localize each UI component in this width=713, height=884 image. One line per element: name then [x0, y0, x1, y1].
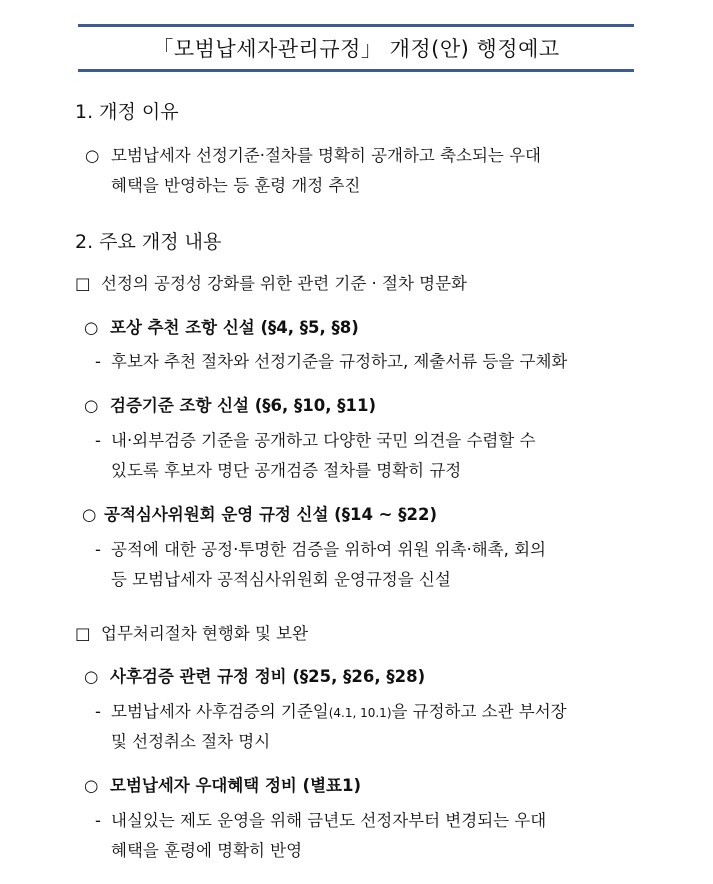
- detail-line: 후보자 추천 절차와 선정기준을 규정하고, 제출서류 등을 구체화: [111, 352, 568, 371]
- detail-line-continued: 등 모범납세자 공적심사위원회 운영규정을 신설: [111, 570, 451, 589]
- document-title: 「모범납세자관리규정」 개정(안) 행정예고: [152, 37, 560, 61]
- document-title-box: [78, 24, 634, 72]
- group-fairness-label: 선정의 공정성 강화를 위한 관련 기준 · 절차 명문화: [101, 274, 467, 293]
- detail-preferential-benefits: [95, 807, 546, 831]
- circle-bullet-icon: ○: [84, 318, 99, 337]
- dash-marker: -: [95, 540, 101, 559]
- section-heading-reason: 1. 개정 이유: [75, 101, 179, 123]
- square-bullet-icon: □: [75, 274, 91, 293]
- reason-line-2: 혜택을 반영하는 등 훈령 개정 추진: [111, 176, 361, 195]
- detail-line-continued: 있도록 후보자 명단 공개검증 절차를 명확히 규정: [111, 461, 462, 480]
- dash-marker: -: [95, 811, 101, 830]
- dash-marker: -: [95, 431, 101, 450]
- detail-line-dates: (4.1, 10.1): [328, 706, 392, 720]
- group-procedures-label: 업무처리절차 현행화 및 보완: [101, 624, 309, 643]
- detail-line: 내·외부검증 기준을 공개하고 다양한 국민 의견을 수렴할 수: [111, 431, 536, 450]
- circle-bullet-icon: ○: [85, 146, 100, 165]
- item-verification-criteria: [84, 392, 376, 416]
- detail-verification-criteria: [95, 427, 536, 451]
- square-bullet-icon: □: [75, 624, 91, 643]
- detail-line-continued: 및 선정취소 절차 명시: [111, 732, 271, 751]
- detail-award-recommendation: [95, 348, 567, 372]
- group-fairness: [75, 270, 467, 294]
- item-post-verification-label: 사후검증 관련 규정 정비 (§25, §26, §28): [110, 667, 426, 686]
- item-verification-criteria-label: 검증기준 조항 신설 (§6, §10, §11): [110, 396, 377, 415]
- detail-post-verification: [95, 698, 567, 722]
- item-preferential-benefits: [84, 772, 361, 796]
- circle-bullet-icon: ○: [84, 667, 99, 686]
- detail-line-part: 을 규정하고 소관 부서장: [391, 702, 567, 721]
- circle-bullet-icon: ○: [82, 505, 97, 524]
- circle-bullet-icon: ○: [84, 396, 99, 415]
- detail-line: 공적에 대한 공정·투명한 검증을 위하여 위원 위촉·해촉, 회의: [111, 540, 546, 559]
- detail-line-part: 모범납세자 사후검증의 기준일: [111, 702, 329, 721]
- dash-marker: -: [95, 702, 101, 721]
- circle-bullet-icon: ○: [84, 776, 99, 795]
- item-post-verification: [84, 663, 425, 687]
- detail-merit-committee: [95, 536, 546, 560]
- detail-line: 내실있는 제도 운영을 위해 금년도 선정자부터 변경되는 우대: [111, 811, 547, 830]
- item-preferential-benefits-label: 모범납세자 우대혜택 정비 (별표1): [110, 776, 362, 795]
- section-heading-changes: 2. 주요 개정 내용: [75, 231, 222, 253]
- group-procedures: [75, 620, 308, 644]
- detail-line-continued: 혜택을 훈령에 명확히 반영: [111, 841, 303, 860]
- reason-item: [85, 142, 541, 166]
- dash-marker: -: [95, 352, 101, 371]
- item-merit-committee: [82, 501, 437, 525]
- item-merit-committee-label: 공적심사위원회 운영 규정 신설 (§14 ~ §22): [104, 505, 438, 524]
- item-award-recommendation-label: 포상 추천 조항 신설 (§4, §5, §8): [110, 318, 359, 337]
- item-award-recommendation: [84, 314, 359, 338]
- reason-line-1: 모범납세자 선정기준·절차를 명확히 공개하고 축소되는 우대: [111, 146, 541, 165]
